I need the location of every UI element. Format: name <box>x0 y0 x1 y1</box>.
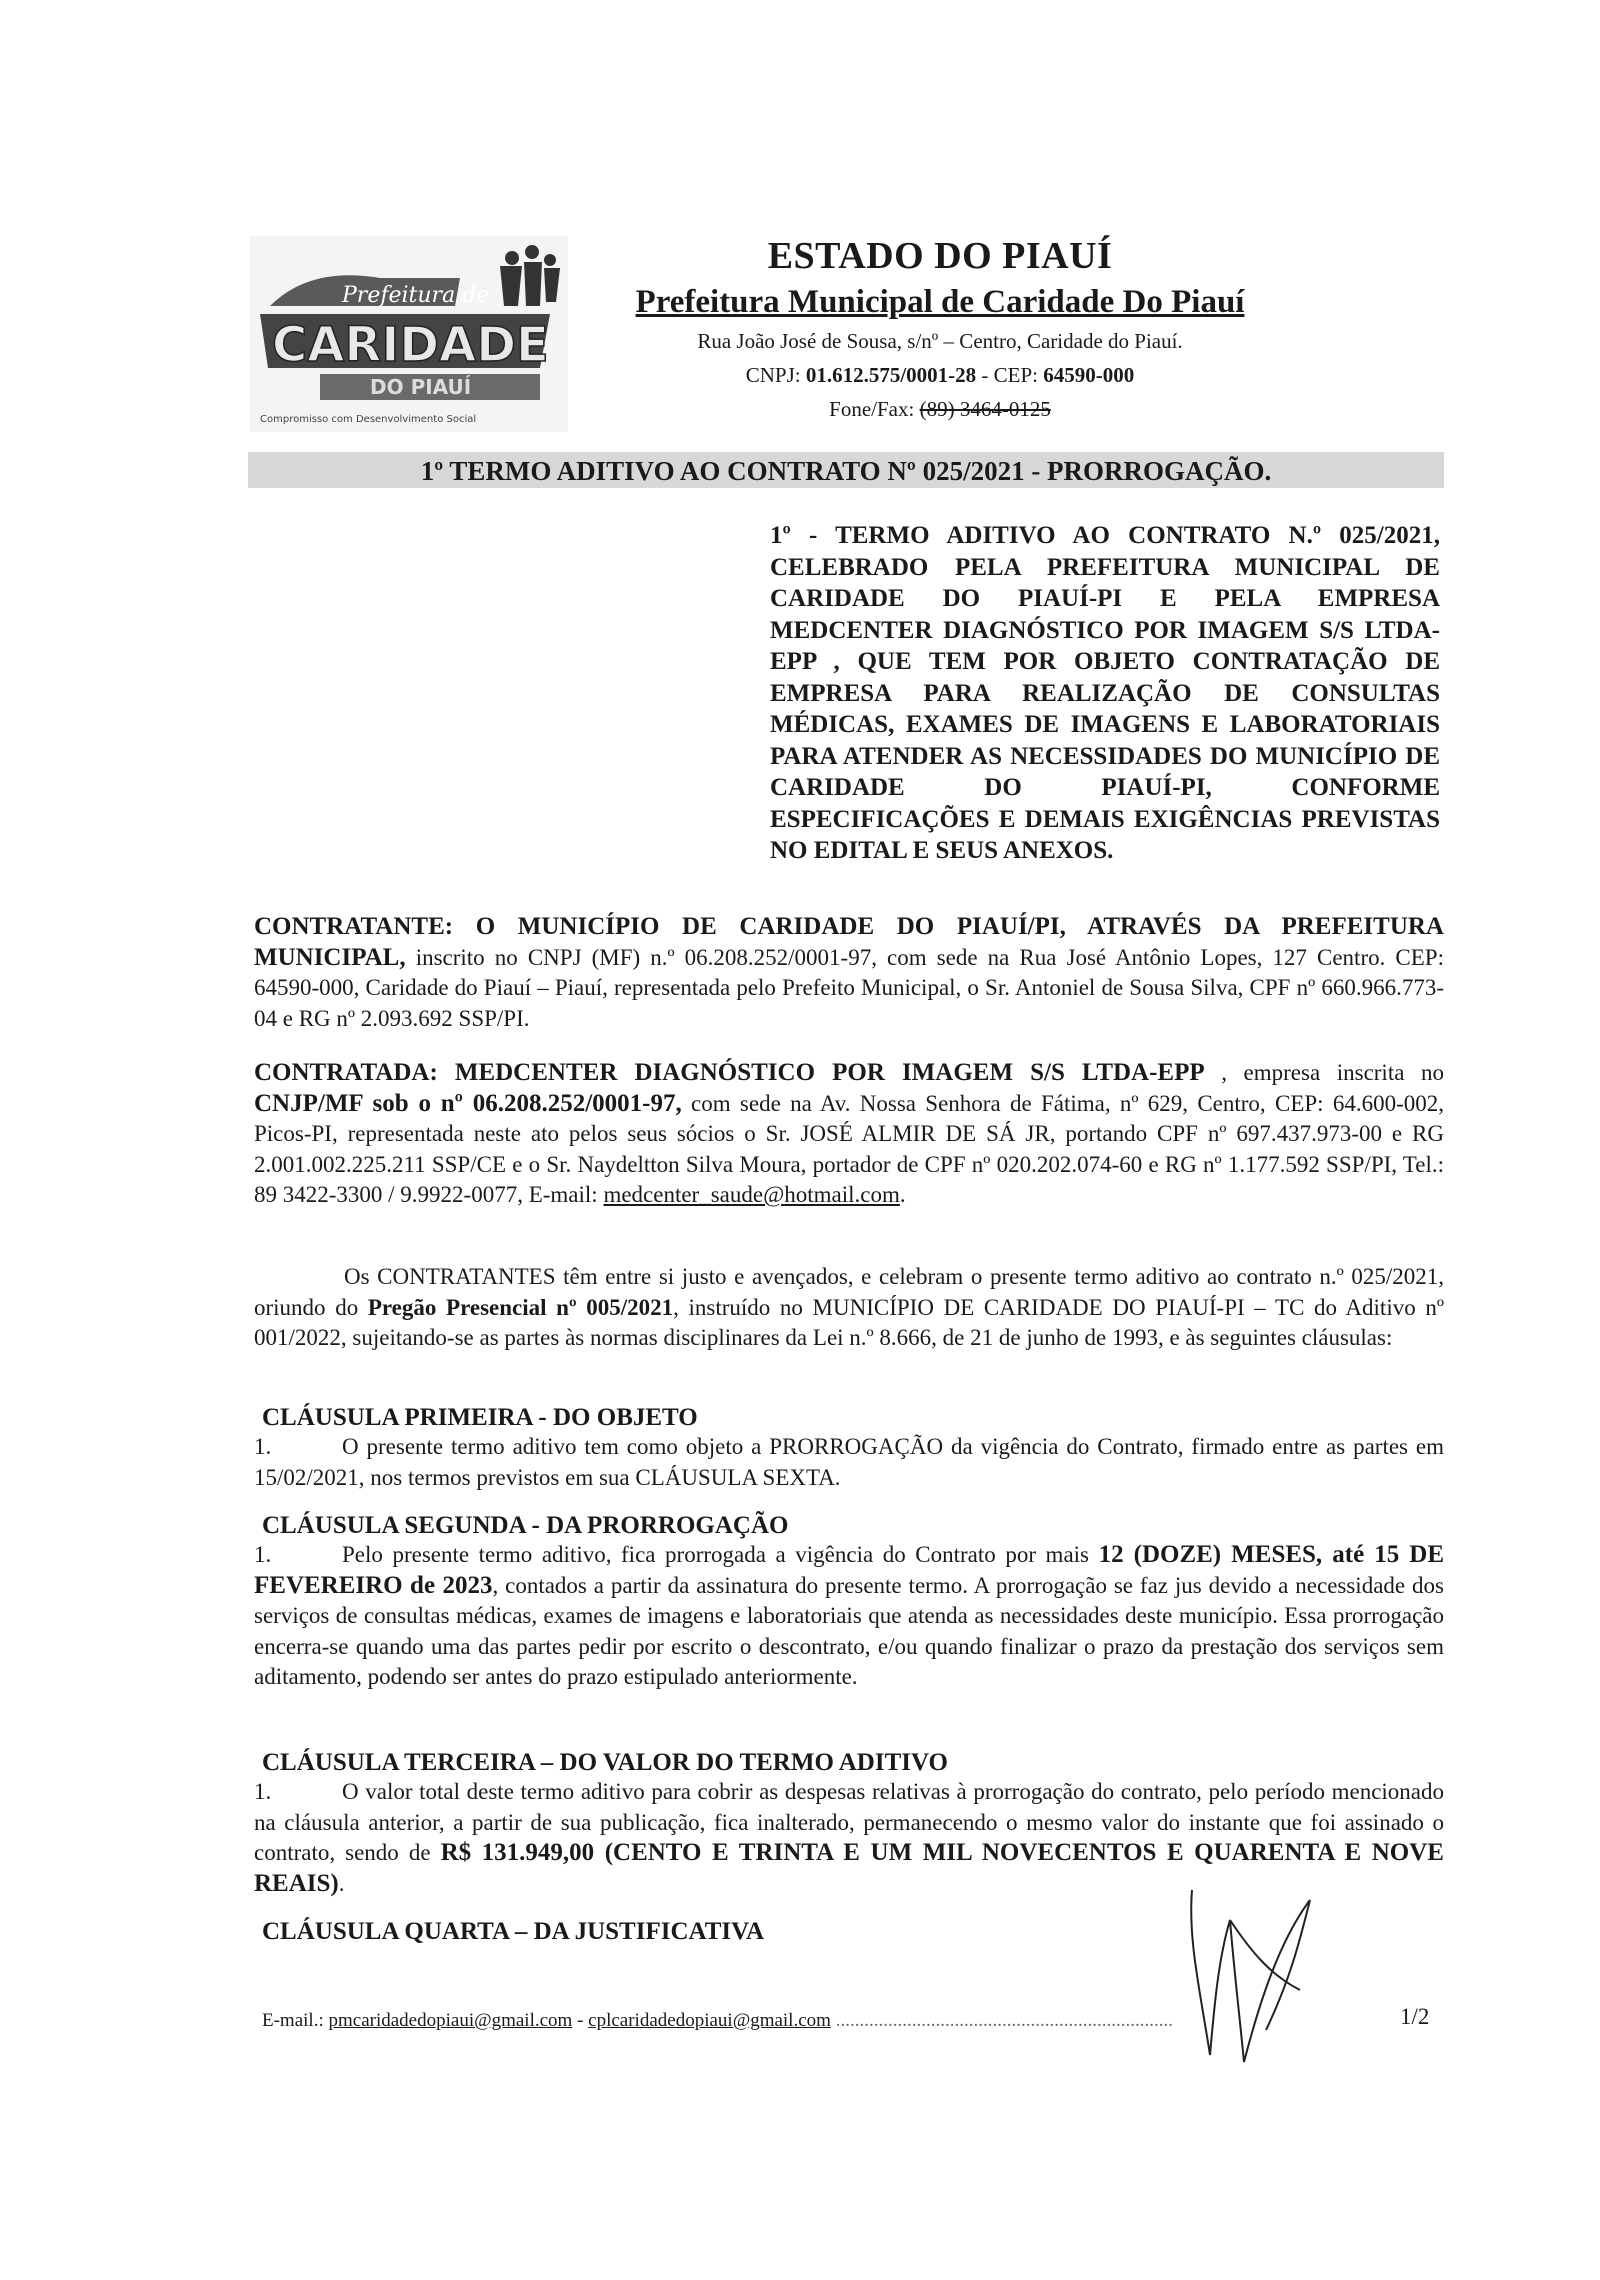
address: Rua João José de Sousa, s/nº – Centro, Caridade do Piauí. <box>697 329 1183 353</box>
preamble: 1º - TERMO ADITIVO AO CONTRATO N.º 025/2021, CELEBRADO PELA PREFEITURA MUNICIPAL DE CARIDADE DO PIAUÍ-PI E PELA EMPRESA MEDCENTER DIAGNÓSTICO POR IMAGEM S/S LTDA-EPP , QUE TEM POR OBJETO CONTRATAÇÃO DE EMPRESA PARA REALIZAÇÃO DE CONSULTAS MÉDICAS, EXAMES DE IMAGENS E LABORATORIAIS PARA ATENDER AS NECESSIDADES DO MUNICÍPIO DE CARIDADE DO PIAUÍ-PI, CONFORME ESPECIFICAÇÕES E DEMAIS EXIGÊNCIAS PREVISTAS NO EDITAL E SEUS ANEXOS. <box>770 522 1440 864</box>
letterhead <box>600 232 1280 426</box>
page-number: 1/2 <box>1400 2004 1430 2029</box>
clause-1-text: 1. O presente termo aditivo tem como objeto a PRORROGAÇÃO da vigência do Contrato, firmado entre as partes em 15/02/2021, nos termos previstos em sua CLÁUSULA SEXTA. <box>254 1434 1444 1490</box>
clause-3-heading: CLÁUSULA TERCEIRA – DO VALOR DO TERMO ADITIVO <box>262 1749 948 1776</box>
intro-paragraph: Os CONTRATANTES têm entre si justo e avençados, e celebram o presente termo aditivo ao contrato n.º 025/2021, oriundo do Pregão Presencial nº 005/2021, instruído no MUNICÍPIO DE CARIDADE DO PIAUÍ-PI – TC do Aditivo nº 001/2022, sujeitando-se as partes às normas disciplinares da Lei n.º 8.666, de 21 de junho de 1993, e às seguintes cláusulas: <box>254 1264 1444 1350</box>
svg-text:Compromisso com Desenvolviment: Compromisso com Desenvolvimento Social <box>260 414 477 425</box>
svg-text:Prefeitura de: Prefeitura de <box>342 283 490 308</box>
prefeitura-name: Prefeitura Municipal de Caridade Do Piauí <box>635 284 1245 320</box>
contratada-paragraph: CONTRATADA: MEDCENTER DIAGNÓSTICO POR IMAGEM S/S LTDA-EPP , empresa inscrita no CNJP/MF sob o nº 06.208.252/0001-97, com sede na Av. Nossa Senhora de Fátima, nº 629, Centro, CEP: 64.600-002, Picos-PI, representada neste ato pelos seus sócios o Sr. JOSÉ ALMIR DE SÁ JR, portando CPF nº 697.437.973-00 e RG 2.001.002.225.211 SSP/CE e o Sr. Naydeltton Silva Moura, portador de CPF nº 020.202.074-60 e RG nº 1.177.592 SSP/PI, Tel.: 89 3422-3300 / 9.9922-0077, E-mail: medcenter_saude@hotmail.com. <box>254 1059 1445 1207</box>
footer-email-cpl[interactable]: cplcaridadedopiaui@gmail.com <box>588 2010 831 2031</box>
state-name: ESTADO DO PIAUÍ <box>767 235 1113 277</box>
svg-text:CARIDADE: CARIDADE <box>272 317 549 373</box>
document-title: 1º TERMO ADITIVO AO CONTRATO Nº 025/2021 - PRORROGAÇÃO. <box>420 456 1272 486</box>
contratante-paragraph: CONTRATANTE: O MUNICÍPIO DE CARIDADE DO PIAUÍ/PI, ATRAVÉS DA PREFEITURA MUNICIPAL, inscrito no CNPJ (MF) n.º 06.208.252/0001-97, com sede na Rua José Antônio Lopes, 127 Centro. CEP: 64590-000, Caridade do Piauí – Piauí, representada pelo Prefeito Municipal, o Sr. Antoniel de Sousa Silva, CPF nº 660.966.773-04 e RG nº 2.093.692 SSP/PI. <box>254 913 1444 1031</box>
cnpj-line: CNPJ: 01.612.575/0001-28 - CEP: 64590-000 <box>745 363 1135 387</box>
clause-3-text: 1. O valor total deste termo aditivo para cobrir as despesas relativas à prorrogação do contrato, pelo período mencionado na cláusula anterior, a partir de sua publicação, fica inalterado, permanecendo o mesmo valor do instante que foi assinado o contrato, sendo de R$ 131.949,00 (CENTO E TRINTA E UM MIL NOVECENTOS E QUARENTA E NOVE REAIS). <box>254 1779 1444 1897</box>
phone-line: Fone/Fax: (89) 3464-0125 <box>829 397 1051 421</box>
prefeitura-logo <box>250 236 568 432</box>
phone-number: (89) 3464-0125 <box>919 397 1051 421</box>
contratada-email: medcenter_saude@hotmail.com <box>603 1182 900 1207</box>
handwritten-signature <box>1170 1880 1330 2070</box>
clause-4-heading: CLÁUSULA QUARTA – DA JUSTIFICATIVA <box>262 1918 765 1945</box>
clause-2-heading: CLÁUSULA SEGUNDA - DA PRORROGAÇÃO <box>262 1512 789 1539</box>
clause-1-heading: CLÁUSULA PRIMEIRA - DO OBJETO <box>262 1404 698 1431</box>
svg-text:DO PIAUÍ: DO PIAUÍ <box>370 375 472 399</box>
clause-2-text: 1. Pelo presente termo aditivo, fica prorrogada a vigência do Contrato por mais 12 (DOZE) MESES, até 15 DE FEVEREIRO de 2023, contados a partir da assinatura do presente termo. A prorrogação se faz jus devido a necessidade dos serviços de consultas médicas, exames de imagens e laboratoriais que atenda as necessidades deste município. Essa prorrogação encerra-se quando uma das partes pedir por escrito o descontrato, e/ou quando finalizar o prazo da prestação dos serviços sem aditamento, podendo ser antes do prazo estipulado anteriormente. <box>254 1541 1445 1689</box>
footer-contact: E-mail.: pmcaridadedopiaui@gmail.com - cplcaridadedopiaui@gmail.com ....................................................................... <box>262 2010 1173 2031</box>
footer-email-pm[interactable]: pmcaridadedopiaui@gmail.com <box>328 2010 573 2031</box>
